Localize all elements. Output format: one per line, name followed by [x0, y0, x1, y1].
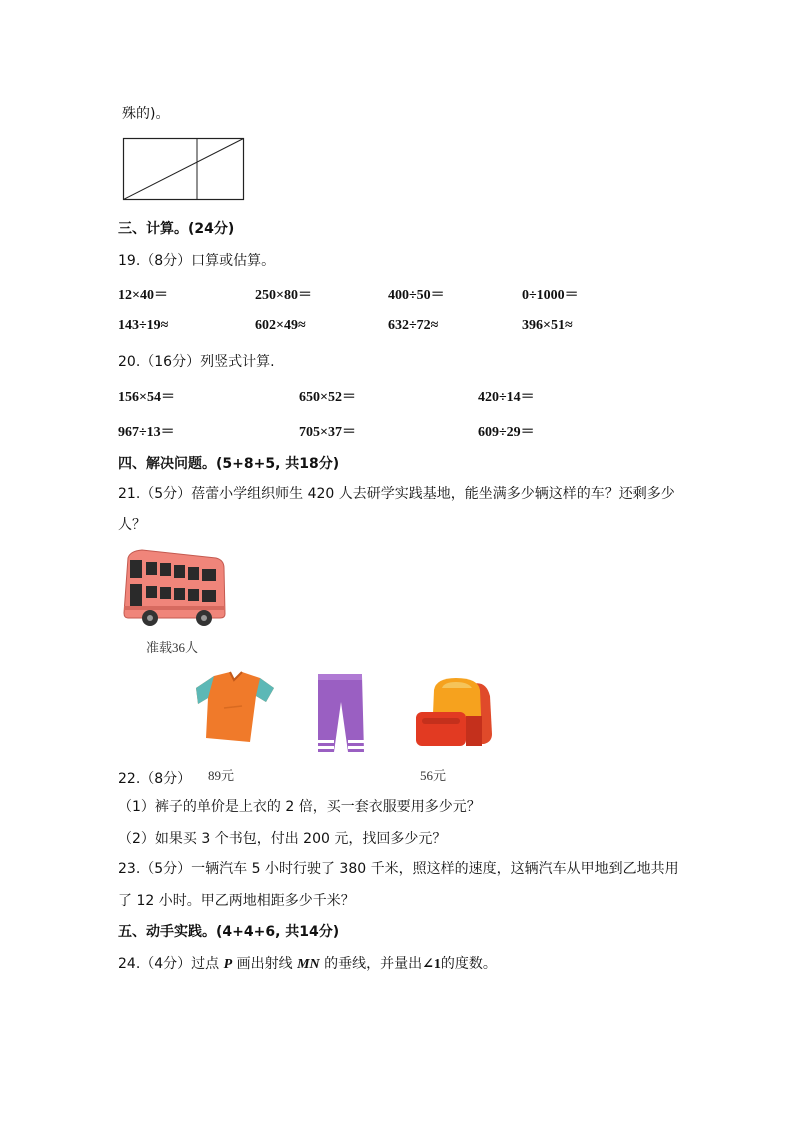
question-24-text — [118, 953, 497, 973]
question-20-label: 20.（16分）列竖式计算. — [118, 354, 275, 370]
section-title-problems: 四、解决问题。(5+8+5, 共18分) — [118, 456, 340, 472]
q24-mid2: 的垂线，并量出 — [319, 956, 423, 972]
q20-item: 609÷29＝ — [478, 425, 535, 440]
q20-item: 650×52＝ — [299, 390, 356, 405]
q19-item: 143÷19≈ — [118, 318, 169, 333]
q24-suffix: 的度数。 — [440, 956, 497, 972]
question-23-text: 了 12 小时。甲乙两地相距多少千米？ — [118, 893, 355, 909]
question-19-label: 19.（8分）口算或估算。 — [118, 253, 276, 269]
q20-item: 705×37＝ — [299, 425, 356, 440]
question-23-text: 23.（5分）一辆汽车 5 小时行驶了 380 千米，照这样的速度，这辆汽车从甲地到乙地共用 — [118, 861, 679, 877]
question-fragment: 殊的)。 — [122, 106, 170, 122]
q19-item: 400÷50＝ — [388, 288, 445, 303]
q20-item: 420÷14＝ — [478, 390, 535, 405]
backpack-price: 56元 — [420, 768, 447, 783]
ray-mn-label: MN — [297, 957, 320, 972]
q19-item: 632÷72≈ — [388, 318, 439, 333]
q19-item: 602×49≈ — [255, 318, 306, 333]
q19-item: 250×80＝ — [255, 288, 312, 303]
question-21-text: 人？ — [118, 517, 146, 533]
pants-icon — [314, 672, 368, 754]
question-22-sub2: （2）如果买 3 个书包，付出 200 元，找回多少元？ — [118, 831, 447, 847]
q20-item: 967÷13＝ — [118, 425, 175, 440]
question-22-sub1: （1）裤子的单价是上衣的 2 倍，买一套衣服要用多少元？ — [118, 799, 481, 815]
q20-item: 156×54＝ — [118, 390, 175, 405]
point-p-label: P — [223, 957, 233, 972]
shirt-price: 89元 — [208, 768, 235, 783]
question-21-text: 21.（5分）蓓蕾小学组织师生 420 人去研学实践基地，能坐满多少辆这样的车？还剩多少 — [118, 486, 675, 502]
q24-prefix: 24.（4分）过点 — [118, 956, 224, 972]
q19-item: 0÷1000＝ — [522, 288, 579, 303]
q24-mid1: 画出射线 — [232, 956, 298, 972]
section-title-calculation: 三、计算。(24分) — [118, 221, 235, 237]
q19-item: 396×51≈ — [522, 318, 573, 333]
shirt-icon — [194, 668, 278, 748]
section-title-practice: 五、动手实践。(4+4+6, 共14分) — [118, 924, 340, 940]
bus-capacity-caption: 准载36人 — [146, 640, 199, 655]
parallelogram-figure — [122, 137, 246, 202]
double-decker-bus-icon — [120, 548, 228, 628]
backpack-icon — [412, 676, 496, 750]
q19-item: 12×40＝ — [118, 288, 168, 303]
question-22-label: 22.（8分） — [118, 771, 192, 787]
angle-1-label: ∠1 — [422, 957, 441, 972]
